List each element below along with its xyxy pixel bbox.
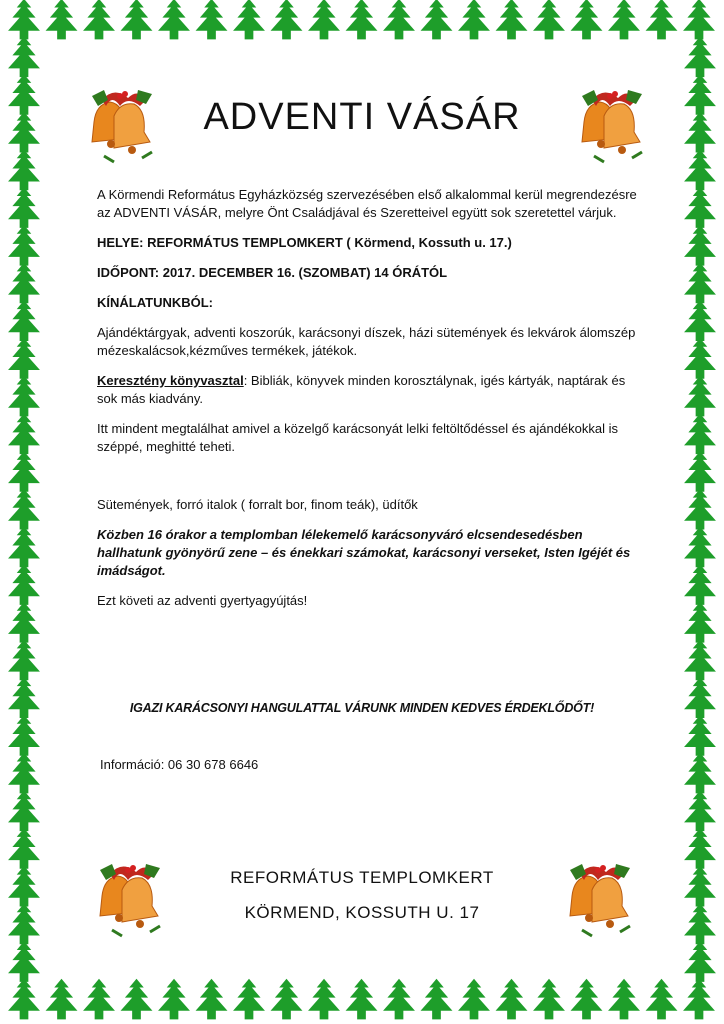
- candle-line: Ezt követi az adventi gyertyagyújtás!: [97, 593, 308, 608]
- tree-icon: [684, 489, 716, 530]
- tree-icon: [46, 979, 78, 1020]
- tree-icon: [233, 0, 265, 39]
- tree-icon: [346, 979, 378, 1020]
- tree-icon: [571, 0, 603, 39]
- tree-icon: [346, 0, 378, 39]
- tree-icon: [8, 376, 40, 417]
- offer-items: Ajándéktárgyak, adventi koszorúk, karácsonyi díszek, házi sütemények és lekvárok álomszép mézeskalácsok,kézműves termékek, játékok.: [97, 325, 636, 358]
- tree-icon: [496, 0, 528, 39]
- tree-icon: [8, 564, 40, 605]
- tree-icon: [684, 263, 716, 304]
- location-line: HELYE: REFORMÁTUS TEMPLOMKERT ( Körmend, Kossuth u. 17.): [97, 235, 512, 250]
- tree-icon: [8, 715, 40, 756]
- tree-icon: [496, 979, 528, 1020]
- tree-icon: [8, 941, 40, 982]
- tree-icon: [684, 828, 716, 869]
- tree-icon: [646, 0, 678, 39]
- tree-icon: [121, 979, 153, 1020]
- tree-icon: [608, 0, 640, 39]
- tree-icon: [684, 791, 716, 832]
- tree-icon: [684, 150, 716, 191]
- tree-icon: [8, 0, 40, 39]
- tree-icon: [8, 640, 40, 681]
- tree-icon: [684, 640, 716, 681]
- tree-icon: [8, 979, 40, 1020]
- everything-paragraph: Itt mindent megtalálhat amivel a közelgő karácsonyát lelki feltöltődéssel és ajándékokkal is széppé, meghitté teheti.: [97, 421, 618, 454]
- tree-icon: [271, 979, 303, 1020]
- tree-icon: [533, 0, 565, 39]
- books-text: : Bibliák, könyvek minden korosztálynak, igés kártyák, naptárak és sok más kiadvány.: [97, 373, 626, 406]
- tree-icon: [684, 376, 716, 417]
- tree-icon: [608, 979, 640, 1020]
- tree-icon: [158, 979, 190, 1020]
- tree-icon: [8, 414, 40, 455]
- offer-heading: KÍNÁLATUNKBÓL:: [97, 295, 214, 310]
- tree-icon: [196, 0, 228, 39]
- tree-icon: [458, 979, 490, 1020]
- tree-icon: [421, 0, 453, 39]
- tree-icon: [121, 0, 153, 39]
- tree-icon: [684, 527, 716, 568]
- tree-icon: [46, 0, 78, 39]
- tree-icon: [646, 979, 678, 1020]
- tree-icon: [8, 602, 40, 643]
- tree-icon: [271, 0, 303, 39]
- tree-icon: [684, 602, 716, 643]
- info-line: Információ: 06 30 678 6646: [100, 757, 259, 772]
- tree-icon: [8, 187, 40, 228]
- tree-icon: [308, 0, 340, 39]
- tree-icon: [8, 150, 40, 191]
- tree-icon: [684, 564, 716, 605]
- tree-icon: [383, 0, 415, 39]
- footer-line-2: KÖRMEND, KOSSUTH U. 17: [244, 903, 480, 922]
- tree-icon: [8, 527, 40, 568]
- tree-icon: [533, 979, 565, 1020]
- footer-line-1: REFORMÁTUS TEMPLOMKERT: [230, 868, 494, 887]
- slogan: IGAZI KARÁCSONYI HANGULATTAL VÁRUNK MINDEN KEDVES ÉRDEKLŐDŐT!: [129, 701, 595, 715]
- tree-icon: [233, 979, 265, 1020]
- tree-icon: [8, 791, 40, 832]
- tree-icon: [421, 979, 453, 1020]
- tree-icon: [383, 979, 415, 1020]
- tree-icon: [683, 0, 715, 39]
- tree-icon: [684, 37, 716, 78]
- program-paragraph: Közben 16 órakor a templomban lélekemelő karácsonyváró elcsendesedésben hallhatunk gyönyörű zene – és énekkari számokat, karácsonyi verseket, Isten Igéjét és imádságot.: [97, 527, 631, 578]
- tree-icon: [683, 979, 715, 1020]
- tree-icon: [83, 0, 115, 39]
- tree-icon: [8, 263, 40, 304]
- tree-icon: [308, 979, 340, 1020]
- tree-icon: [8, 451, 40, 492]
- books-label: Keresztény könyvasztal: [97, 373, 244, 388]
- tree-icon: [684, 414, 716, 455]
- tree-icon: [684, 338, 716, 379]
- tree-icon: [8, 225, 40, 266]
- page-title: ADVENTI VÁSÁR: [203, 96, 521, 138]
- flyer-body: [97, 186, 637, 622]
- refreshments-line: Sütemények, forró italok ( forralt bor, finom teák), üdítők: [97, 497, 418, 512]
- date-line: IDŐPONT: 2017. DECEMBER 16. (SZOMBAT) 14 ÓRÁTÓL: [97, 265, 448, 280]
- tree-icon: [684, 225, 716, 266]
- tree-icon: [8, 300, 40, 341]
- tree-icon: [83, 979, 115, 1020]
- tree-icon: [158, 0, 190, 39]
- intro-paragraph: A Körmendi Református Egyházközség szervezésében első alkalommal kerül megrendezésre az ADVENTI VÁSÁR, melyre Önt Családjával és Szeretteivel együtt sok szeretettel várjuk.: [97, 187, 637, 220]
- tree-icon: [8, 489, 40, 530]
- tree-icon: [8, 338, 40, 379]
- tree-icon: [8, 828, 40, 869]
- tree-icon: [684, 941, 716, 982]
- tree-icon: [8, 37, 40, 78]
- tree-icon: [458, 0, 490, 39]
- tree-icon: [196, 979, 228, 1020]
- tree-icon: [571, 979, 603, 1020]
- tree-icon: [8, 753, 40, 794]
- tree-icon: [684, 300, 716, 341]
- tree-icon: [684, 715, 716, 756]
- tree-icon: [684, 753, 716, 794]
- tree-icon: [684, 451, 716, 492]
- books-paragraph: [97, 372, 637, 408]
- tree-icon: [684, 187, 716, 228]
